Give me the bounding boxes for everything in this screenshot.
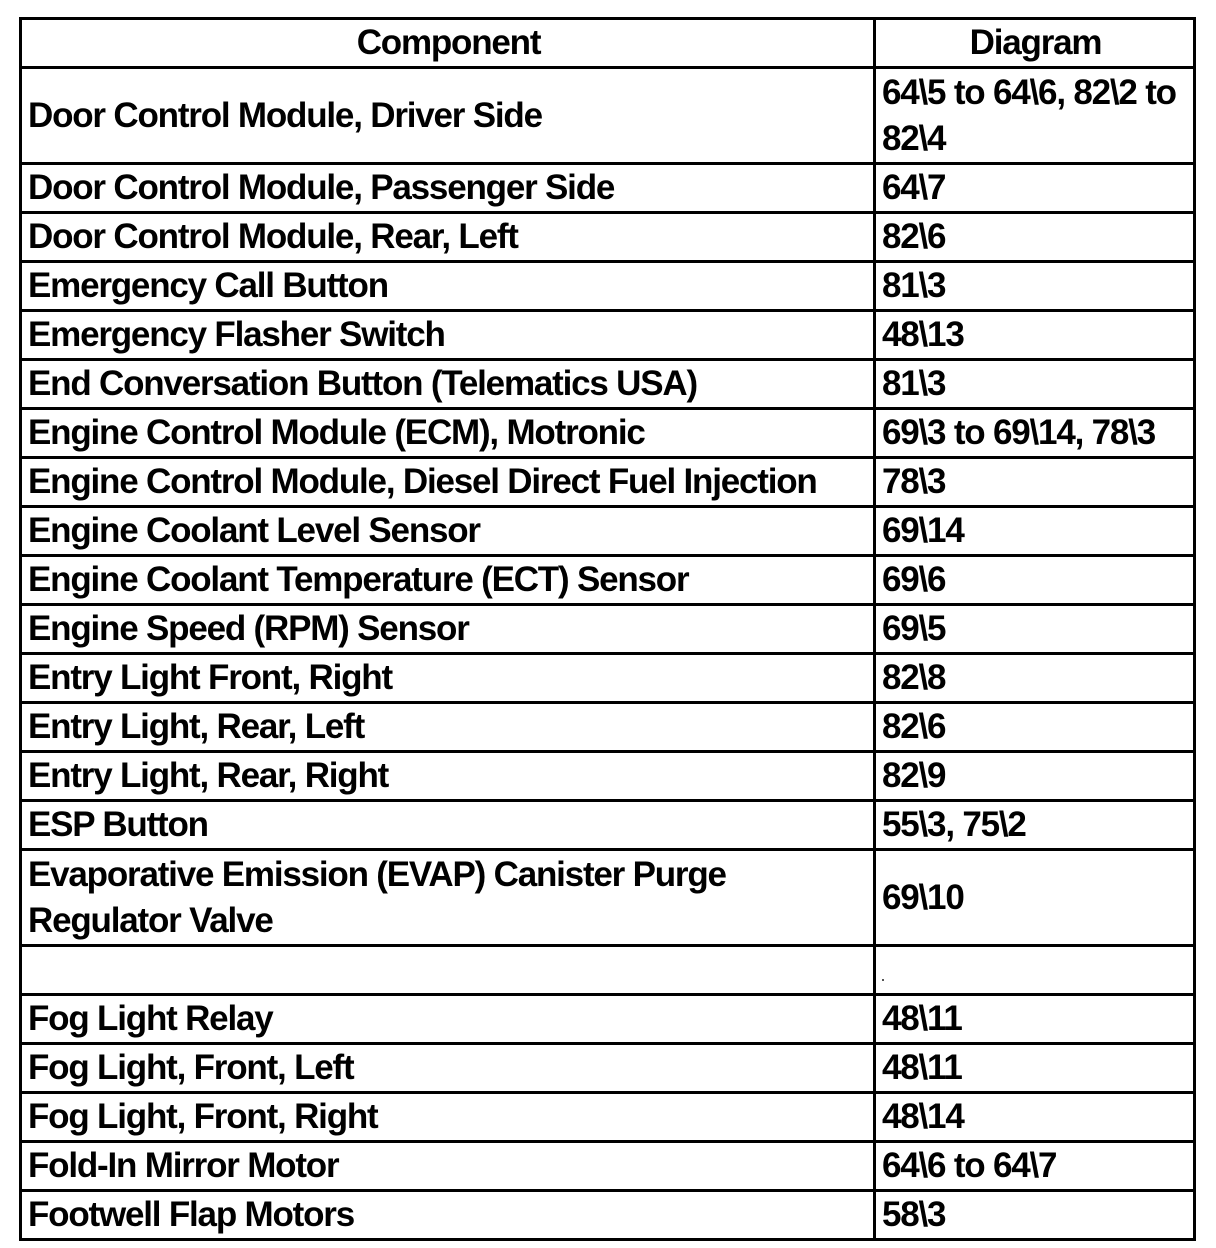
table-row [21, 654, 1195, 703]
table-row [21, 311, 1195, 360]
table-row-empty [21, 946, 1195, 995]
diagram-cell: 82\6 [875, 703, 1195, 752]
component-cell: Engine Speed (RPM) Sensor [21, 605, 875, 654]
diagram-cell: 69\5 [875, 605, 1195, 654]
diagram-cell: 81\3 [875, 262, 1195, 311]
diagram-cell: 58\3 [875, 1191, 1195, 1240]
table-row [21, 850, 1195, 946]
diagram-cell: 48\11 [875, 995, 1195, 1044]
table-row [21, 262, 1195, 311]
table-row [21, 164, 1195, 213]
diagram-cell: 48\11 [875, 1044, 1195, 1093]
column-header-diagram: Diagram [875, 19, 1195, 68]
table-row [21, 458, 1195, 507]
component-cell: Evaporative Emission (EVAP) Canister Purge Regulator Valve [21, 850, 875, 946]
component-cell: Engine Control Module, Diesel Direct Fuel Injection [21, 458, 875, 507]
diagram-cell: 64\6 to 64\7 [875, 1142, 1195, 1191]
diagram-cell: 69\6 [875, 556, 1195, 605]
component-cell: Footwell Flap Motors [21, 1191, 875, 1240]
component-cell: Door Control Module, Passenger Side [21, 164, 875, 213]
table-row [21, 752, 1195, 801]
diagram-cell: 48\13 [875, 311, 1195, 360]
diagram-cell: 82\6 [875, 213, 1195, 262]
table-row [21, 1142, 1195, 1191]
component-cell: ESP Button [21, 801, 875, 850]
component-cell: Fog Light Relay [21, 995, 875, 1044]
diagram-cell: 69\14 [875, 507, 1195, 556]
table-row [21, 1093, 1195, 1142]
component-diagram-table [19, 17, 1196, 1241]
table-row [21, 605, 1195, 654]
table-row [21, 409, 1195, 458]
component-cell [21, 946, 875, 995]
column-header-component: Component [21, 19, 875, 68]
table-row [21, 1044, 1195, 1093]
component-cell: Entry Light, Rear, Left [21, 703, 875, 752]
diagram-cell: 69\10 [875, 850, 1195, 946]
table-row [21, 213, 1195, 262]
table-row [21, 360, 1195, 409]
table-row [21, 703, 1195, 752]
stray-mark [882, 979, 884, 981]
component-cell: Engine Coolant Temperature (ECT) Sensor [21, 556, 875, 605]
table-row [21, 995, 1195, 1044]
table-row [21, 1191, 1195, 1240]
component-cell: Door Control Module, Driver Side [21, 68, 875, 164]
diagram-cell: 48\14 [875, 1093, 1195, 1142]
component-cell: Engine Control Module (ECM), Motronic [21, 409, 875, 458]
component-cell: Engine Coolant Level Sensor [21, 507, 875, 556]
component-cell: Fold-In Mirror Motor [21, 1142, 875, 1191]
diagram-cell: 55\3, 75\2 [875, 801, 1195, 850]
header-row [21, 19, 1195, 68]
component-cell: Door Control Module, Rear, Left [21, 213, 875, 262]
diagram-cell: 82\9 [875, 752, 1195, 801]
diagram-cell: 78\3 [875, 458, 1195, 507]
component-cell: Entry Light, Rear, Right [21, 752, 875, 801]
diagram-cell: 64\5 to 64\6, 82\2 to 82\4 [875, 68, 1195, 164]
component-cell: Emergency Flasher Switch [21, 311, 875, 360]
component-cell: End Conversation Button (Telematics USA) [21, 360, 875, 409]
table-row [21, 507, 1195, 556]
component-cell: Fog Light, Front, Right [21, 1093, 875, 1142]
diagram-cell: 64\7 [875, 164, 1195, 213]
table-row [21, 801, 1195, 850]
diagram-cell [875, 946, 1195, 995]
diagram-cell: 69\3 to 69\14, 78\3 [875, 409, 1195, 458]
component-cell: Fog Light, Front, Left [21, 1044, 875, 1093]
component-cell: Emergency Call Button [21, 262, 875, 311]
table-row [21, 556, 1195, 605]
component-cell: Entry Light Front, Right [21, 654, 875, 703]
diagram-cell: 82\8 [875, 654, 1195, 703]
table-row [21, 68, 1195, 164]
diagram-cell: 81\3 [875, 360, 1195, 409]
